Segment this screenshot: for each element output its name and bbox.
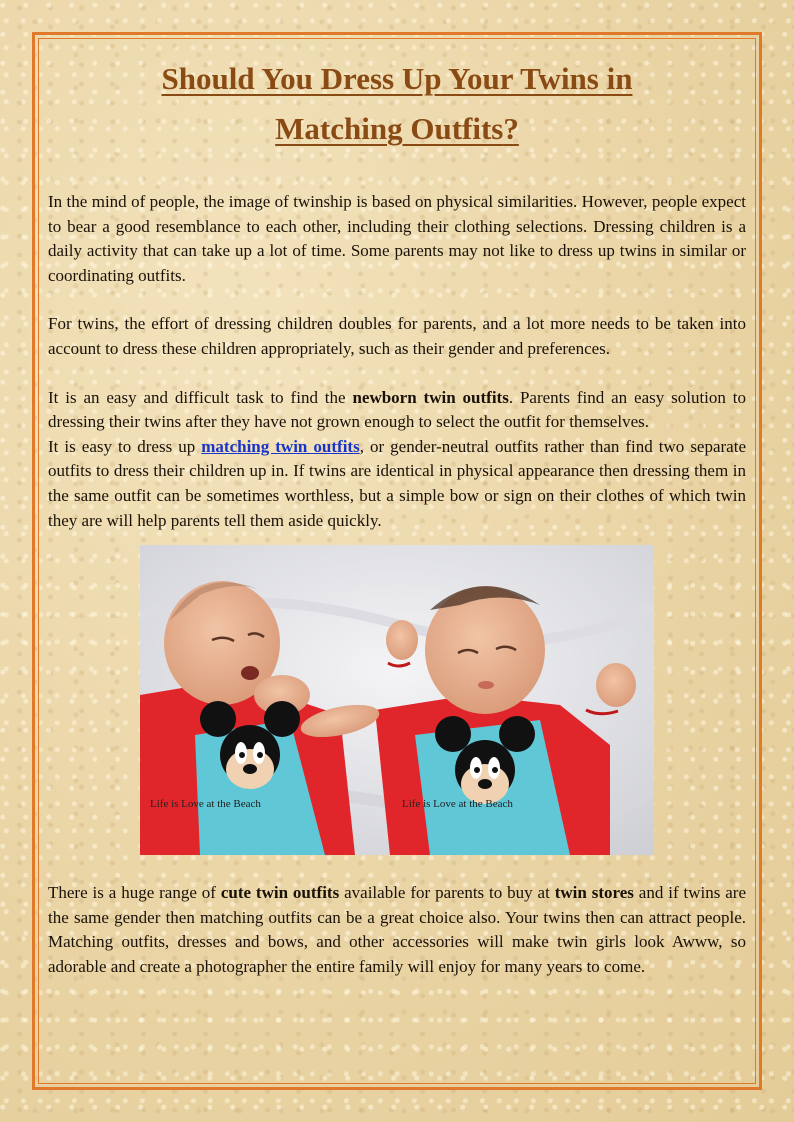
twin-stores-bold: twin stores <box>554 883 634 902</box>
article-title <box>48 48 746 154</box>
paragraph-4-text-b: , or gender-neutral outfits rather than find two separate outfits to dress their children up in. If twins are identical in physical appearance then dressing them in the same outfit can be sometimes worthless, but a simple bow or sign on their clothes of which twin they are will help parents tell them aside quickly. <box>48 436 746 530</box>
paragraph-5-text-c: and if twins are the same gender then matching outfits can be a great choice also. Your twins then can attract people. Matching outfits, dresses and bows, and other accessories will make twin girls look Awww, so adorable and create a photographer the entire family will enjoy for many years to come. <box>48 883 746 976</box>
paragraph-5-text-a: There is a huge range of <box>48 883 221 902</box>
title-line-1: Should You Dress Up Your Twins in <box>161 61 633 96</box>
paragraph-4 <box>48 435 746 533</box>
title-question-mark: ? <box>503 111 519 146</box>
matching-twin-outfits-link[interactable]: matching twin outfits <box>201 436 360 456</box>
paragraph-1: In the mind of people, the image of twinship is based on physical similarities. However, people expect to bear a good resemblance to each other, including their clothing selections. Dressing children is a daily activity that can take up a lot of time. Some parents may not like to dress up twins in similar or coordinating outfits. <box>48 192 746 285</box>
twins-photo <box>140 545 654 855</box>
title-line-2: Matching Outfits <box>275 111 504 146</box>
paragraph-3 <box>48 386 746 435</box>
left-shirt-text: Life is Love at the Beach <box>150 798 261 810</box>
paragraph-5-text-b: available for parents to buy at <box>339 883 555 902</box>
newborn-twin-outfits-bold: newborn twin outfits <box>352 387 509 407</box>
paragraph-5 <box>48 881 746 979</box>
article <box>48 48 746 976</box>
cute-twin-outfits-bold: cute twin outfits <box>220 883 340 902</box>
paragraph-3-text-b: . Parents find an easy solution to dressing their twins after they have not grown enough to select the outfit for themselves. <box>48 387 746 432</box>
paragraph-4-text-a: It is easy to dress up <box>48 436 202 456</box>
right-shirt-text: Life is Love at the Beach <box>402 798 513 810</box>
paragraph-2: For twins, the effort of dressing children doubles for parents, and a lot more needs to be taken into account to dress these children appropriately, such as their gender and preferences. <box>48 314 746 358</box>
paragraph-3-text-a: It is an easy and difficult task to find the <box>48 387 353 407</box>
